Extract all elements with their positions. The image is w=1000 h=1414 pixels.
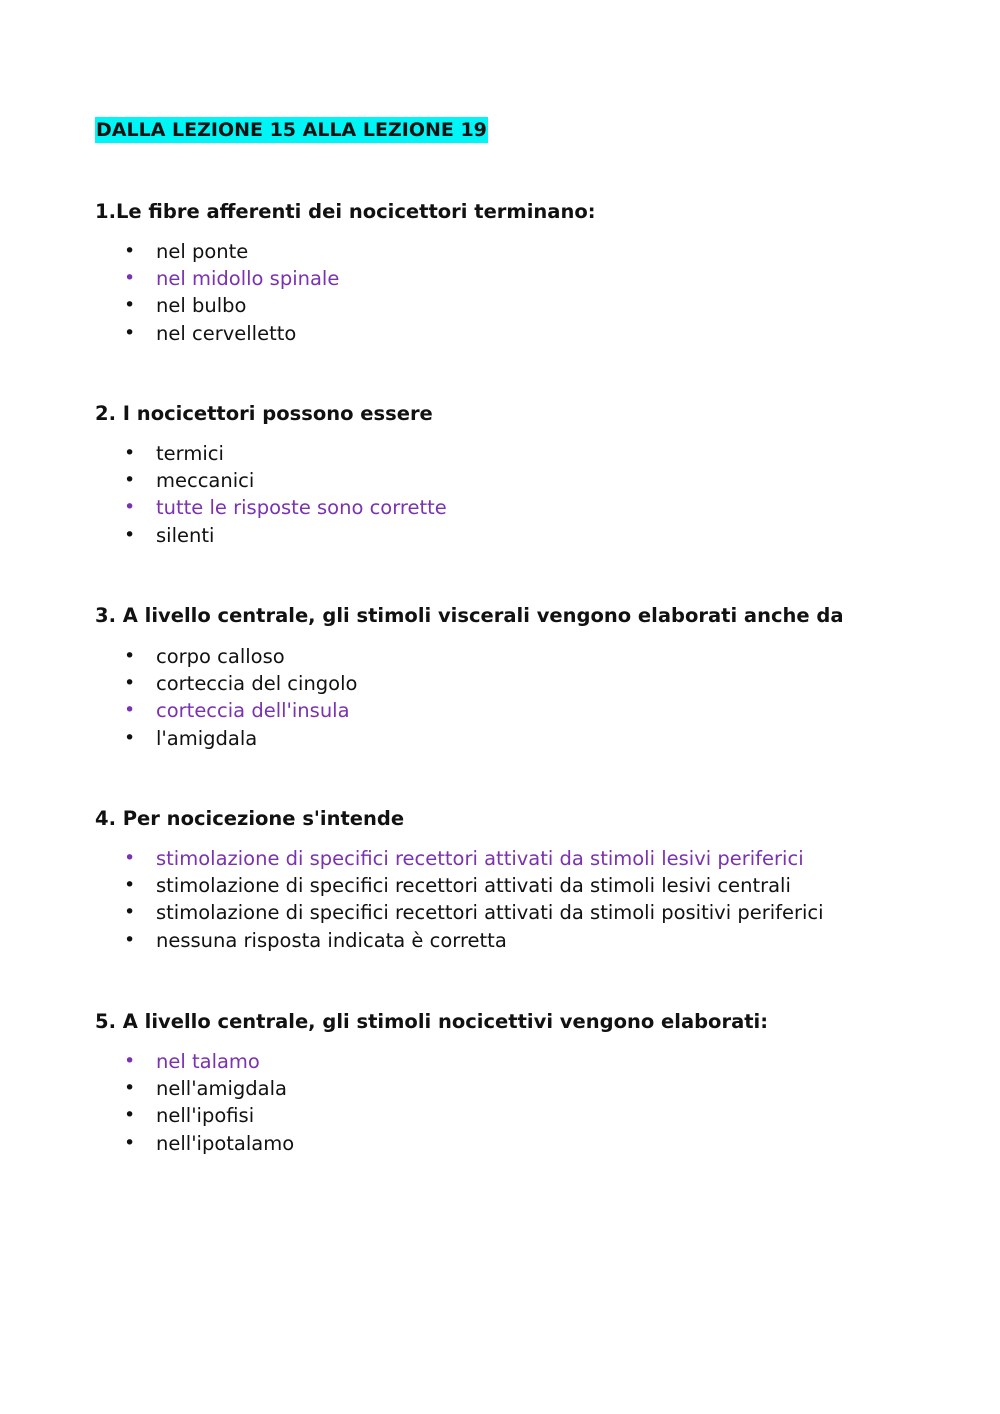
question-text: 1.Le fibre afferenti dei nocicettori terminano: — [95, 200, 596, 223]
bullet-icon: • — [124, 267, 136, 290]
answer-list — [95, 845, 824, 954]
answer-text: tutte le risposte sono corrette — [156, 496, 447, 520]
answer-text: termici — [156, 442, 224, 465]
answer-list — [95, 643, 357, 752]
bullet-icon: • — [124, 928, 136, 951]
answer-option — [95, 494, 447, 521]
answer-text: corpo calloso — [156, 645, 285, 668]
answer-text: meccanici — [156, 469, 255, 493]
bullet-icon: • — [124, 847, 136, 869]
answer-text: silenti — [156, 523, 215, 547]
answer-text: nell'ipotalamo — [156, 1131, 295, 1155]
answer-text: nel ponte — [156, 240, 249, 263]
answer-option — [95, 1130, 294, 1157]
answer-list — [95, 1048, 294, 1157]
answer-option — [95, 927, 824, 954]
answer-option — [95, 899, 824, 926]
answer-option — [95, 1102, 294, 1129]
answer-option — [95, 670, 357, 697]
question-text: 2. I nocicettori possono essere — [95, 402, 433, 425]
answer-text: l'amigdala — [156, 726, 258, 750]
bullet-icon: • — [124, 1050, 136, 1072]
bullet-icon: • — [124, 1131, 136, 1154]
answer-text: nell'amigdala — [156, 1077, 287, 1101]
answer-option — [95, 440, 447, 467]
answer-option — [95, 320, 339, 347]
bullet-icon: • — [124, 496, 136, 519]
answer-text: nessuna risposta indicata è corretta — [156, 928, 507, 952]
bullet-icon: • — [124, 645, 136, 667]
answer-option — [95, 265, 339, 292]
answer-text: nell'ipofisi — [156, 1104, 255, 1128]
bullet-icon: • — [124, 523, 136, 546]
answer-text: nel cervelletto — [156, 321, 297, 345]
answer-option — [95, 467, 447, 494]
answer-option — [95, 845, 824, 872]
question-text: 4. Per nocicezione s'intende — [95, 807, 405, 830]
bullet-icon: • — [124, 442, 136, 464]
bullet-icon: • — [124, 321, 136, 344]
answer-option — [95, 725, 357, 752]
answer-option — [95, 522, 447, 549]
answer-option — [95, 643, 357, 670]
answer-option — [95, 238, 339, 265]
bullet-icon: • — [124, 699, 136, 722]
answer-text: stimolazione di specifici recettori attivati da stimoli lesivi centrali — [156, 874, 791, 898]
bullet-icon: • — [124, 726, 136, 749]
answer-option — [95, 697, 357, 724]
answer-text: nel bulbo — [156, 294, 247, 318]
bullet-icon: • — [124, 874, 136, 897]
question-text: 3. A livello centrale, gli stimoli viscerali vengono elaborati anche da — [95, 604, 844, 627]
answer-text: stimolazione di specifici recettori attivati da stimoli positivi periferici — [156, 901, 824, 925]
answer-text: stimolazione di specifici recettori attivati da stimoli lesivi periferici — [156, 847, 804, 870]
bullet-icon: • — [124, 240, 136, 262]
answer-text: nel midollo spinale — [156, 267, 340, 291]
answer-option — [95, 1075, 294, 1102]
answer-list — [95, 238, 339, 347]
answer-text: corteccia del cingolo — [156, 672, 358, 696]
bullet-icon: • — [124, 469, 136, 492]
bullet-icon: • — [124, 294, 136, 317]
question-text: 5. A livello centrale, gli stimoli nocicettivi vengono elaborati: — [95, 1010, 769, 1033]
answer-text: corteccia dell'insula — [156, 699, 350, 723]
answer-option — [95, 292, 339, 319]
answer-option — [95, 1048, 294, 1075]
bullet-icon: • — [124, 672, 136, 695]
bullet-icon: • — [124, 1077, 136, 1100]
answer-option — [95, 872, 824, 899]
bullet-icon: • — [124, 901, 136, 924]
answer-list — [95, 440, 447, 549]
answer-text: nel talamo — [156, 1050, 260, 1073]
bullet-icon: • — [124, 1104, 136, 1127]
document-title: DALLA LEZIONE 15 ALLA LEZIONE 19 — [96, 119, 487, 141]
